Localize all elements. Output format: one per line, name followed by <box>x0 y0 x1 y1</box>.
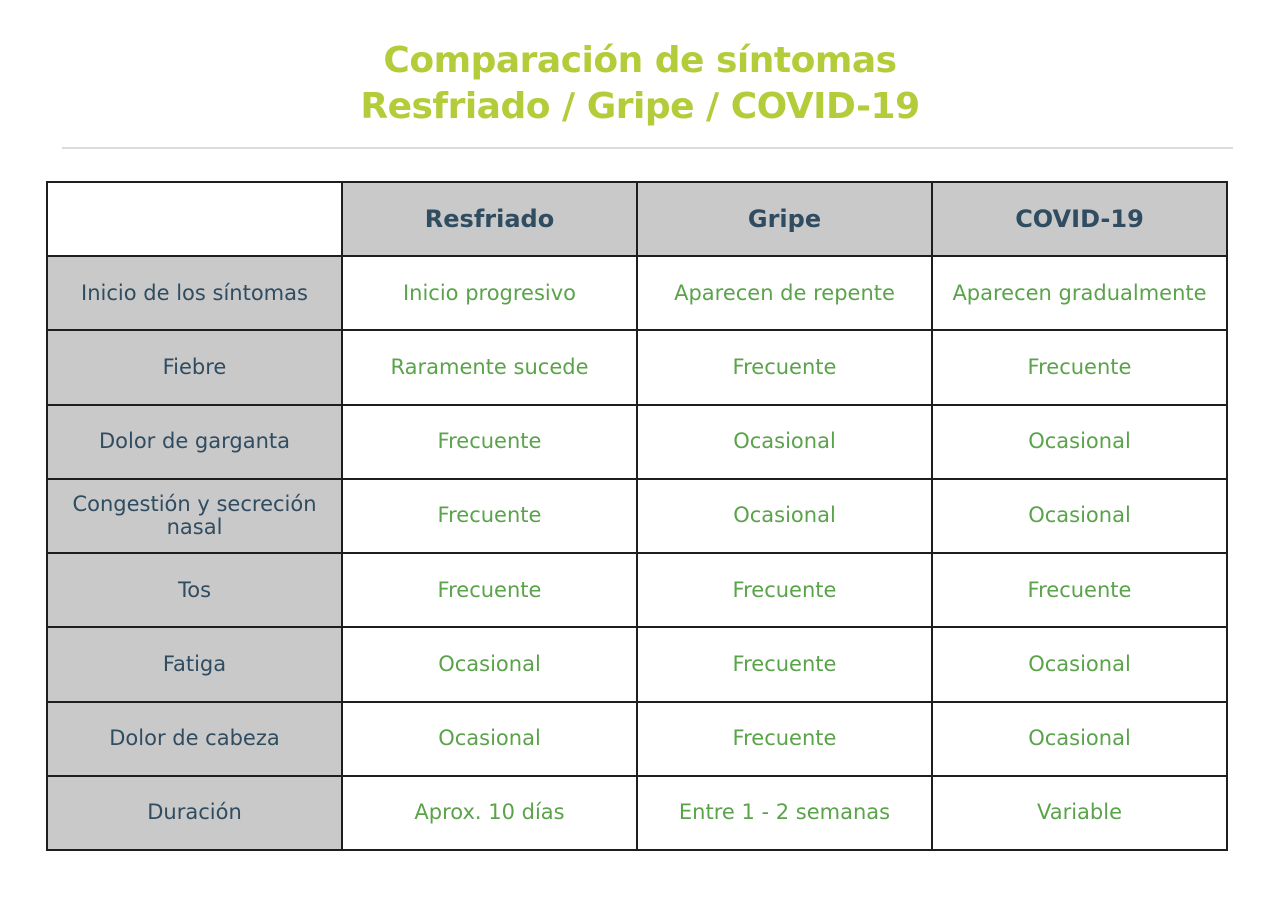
page-title: Comparación de síntomas <box>383 40 897 81</box>
row-label: Fiebre <box>47 330 342 404</box>
table-cell: Aparecen de repente <box>637 256 932 330</box>
column-header-resfriado: Resfriado <box>342 182 637 256</box>
table-cell: Inicio progresivo <box>342 256 637 330</box>
table-row <box>47 553 1227 627</box>
table-cell: Frecuente <box>637 330 932 404</box>
table-cell: Ocasional <box>637 405 932 479</box>
table-cell: Ocasional <box>932 627 1227 701</box>
table-cell: Frecuente <box>932 330 1227 404</box>
table-cell: Frecuente <box>342 405 637 479</box>
table-cell: Ocasional <box>342 627 637 701</box>
table-cell: Ocasional <box>932 702 1227 776</box>
table-row <box>47 330 1227 404</box>
header-corner-cell <box>47 182 342 256</box>
row-label: Dolor de garganta <box>47 405 342 479</box>
row-label: Congestión y secreción nasal <box>47 479 342 553</box>
table-row <box>47 405 1227 479</box>
row-label: Inicio de los síntomas <box>47 256 342 330</box>
table-row <box>47 776 1227 850</box>
table-cell: Ocasional <box>637 479 932 553</box>
table-cell: Ocasional <box>932 405 1227 479</box>
row-label: Dolor de cabeza <box>47 702 342 776</box>
table-cell: Frecuente <box>932 553 1227 627</box>
row-label: Tos <box>47 553 342 627</box>
column-header-covid19: COVID-19 <box>932 182 1227 256</box>
row-label: Duración <box>47 776 342 850</box>
table-header-row <box>47 182 1227 256</box>
title-divider <box>62 147 1233 149</box>
table-cell: Ocasional <box>932 479 1227 553</box>
table-cell: Aprox. 10 días <box>342 776 637 850</box>
table-cell: Aparecen gradualmente <box>932 256 1227 330</box>
row-label: Fatiga <box>47 627 342 701</box>
column-header-gripe: Gripe <box>637 182 932 256</box>
table-cell: Frecuente <box>342 479 637 553</box>
table-cell: Frecuente <box>637 702 932 776</box>
table-cell: Variable <box>932 776 1227 850</box>
table-row <box>47 702 1227 776</box>
table-cell: Frecuente <box>637 627 932 701</box>
table-cell: Frecuente <box>637 553 932 627</box>
symptom-comparison-table <box>46 181 1228 851</box>
table-cell: Raramente sucede <box>342 330 637 404</box>
table-cell: Frecuente <box>342 553 637 627</box>
table-cell: Entre 1 - 2 semanas <box>637 776 932 850</box>
table-row <box>47 627 1227 701</box>
page-subtitle: Resfriado / Gripe / COVID-19 <box>360 86 920 127</box>
table-row <box>47 256 1227 330</box>
table-row <box>47 479 1227 553</box>
table-cell: Ocasional <box>342 702 637 776</box>
